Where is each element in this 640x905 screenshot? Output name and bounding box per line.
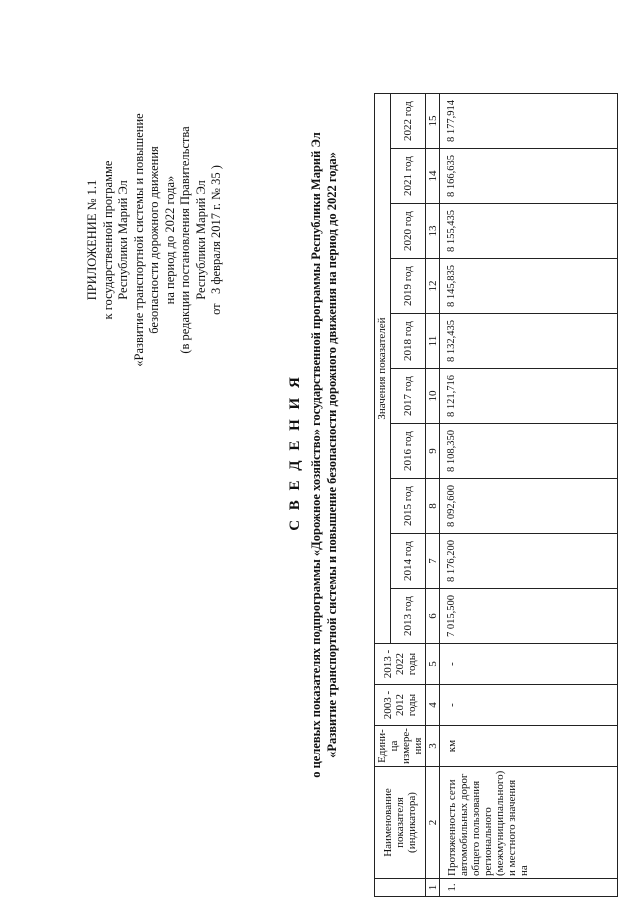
column-number: 5 <box>426 644 440 685</box>
column-number: 11 <box>426 314 440 369</box>
row-value: 8 177,914 <box>440 94 618 149</box>
row-value: 8 092,600 <box>440 479 618 534</box>
appendix-line: на период до 2022 года» <box>162 175 177 305</box>
header-name: Наименование показателя (индикатора) <box>375 767 426 879</box>
column-number: 7 <box>426 534 440 589</box>
header-year: 2016 год <box>390 424 425 479</box>
column-number: 13 <box>426 204 440 259</box>
row-value: 8 121,716 <box>440 369 618 424</box>
column-number: 15 <box>426 94 440 149</box>
row-value: 8 166,635 <box>440 149 618 204</box>
header-year: 2021 год <box>390 149 425 204</box>
row-value: 8 155,435 <box>440 204 618 259</box>
sign-prefix: от <box>209 303 223 315</box>
header-period-1: 2003 - 2012 годы <box>375 685 426 726</box>
row-value: 7 015,500 <box>440 589 618 644</box>
row-number: 1. <box>440 879 618 897</box>
column-number: 1 <box>426 879 440 897</box>
row-value: 8 132,435 <box>440 314 618 369</box>
appendix-line: безопасности дорожного движения <box>147 146 161 334</box>
header-unit: Едини-ца измере-ния <box>375 726 426 767</box>
column-number: 2 <box>426 767 440 879</box>
column-number: 6 <box>426 589 440 644</box>
header-year: 2013 год <box>390 589 425 644</box>
column-number: 8 <box>426 479 440 534</box>
subtitle-line: «Развитие транспортной системы и повышение безопасности дорожного движения на период до 2022 года» <box>324 152 339 758</box>
header-period-2: 2013 - 2022 годы <box>375 644 426 685</box>
appendix-block <box>85 20 225 460</box>
appendix-line: (в редакции постановления Правительства <box>178 126 192 354</box>
header-year: 2020 год <box>390 204 425 259</box>
header-year: 2018 год <box>390 314 425 369</box>
appendix-line: к государственной программе <box>100 160 115 320</box>
header-cell <box>375 879 426 897</box>
row-period-1: - <box>440 685 618 726</box>
column-number: 9 <box>426 424 440 479</box>
appendix-line: Республики Марий Эл <box>193 180 208 300</box>
header-row-1 <box>375 94 391 897</box>
row-indicator-name: Протяженность сети автомобильных дорог общего пользования регионального (межмуниципального) и местного значения на <box>440 767 618 879</box>
row-unit: км <box>440 726 618 767</box>
row-period-2: - <box>440 644 618 685</box>
header-values-group: Значения показателей <box>375 94 391 644</box>
column-number: 14 <box>426 149 440 204</box>
column-number: 3 <box>426 726 440 767</box>
appendix-line: Республики Марий Эл <box>116 180 130 300</box>
document-subtitle <box>309 45 340 865</box>
row-value: 8 108,350 <box>440 424 618 479</box>
column-number-row <box>426 94 440 897</box>
header-year: 2017 год <box>390 369 425 424</box>
row-value: 8 145,835 <box>440 259 618 314</box>
appendix-sign-line <box>209 20 225 460</box>
table-row <box>440 94 618 897</box>
header-year: 2022 год <box>390 94 425 149</box>
column-number: 4 <box>426 685 440 726</box>
column-number: 12 <box>426 259 440 314</box>
appendix-line: ПРИЛОЖЕНИЕ № 1.1 <box>85 179 99 301</box>
sign-date: 3 февраля 2017 г. № 35 ) <box>209 165 223 294</box>
document-title: С В Е Д Е Н И Я <box>287 374 303 531</box>
header-year: 2019 год <box>390 259 425 314</box>
appendix-line: «Развитие транспортной системы и повышение <box>131 113 146 367</box>
row-value: 8 176,200 <box>440 534 618 589</box>
column-number: 10 <box>426 369 440 424</box>
indicators-table <box>374 93 618 897</box>
header-year: 2015 год <box>390 479 425 534</box>
header-year: 2014 год <box>390 534 425 589</box>
subtitle-line: о целевых показателях подпрограммы «Дорожное хозяйство» государственной программы Республики Марий Эл <box>309 132 323 778</box>
